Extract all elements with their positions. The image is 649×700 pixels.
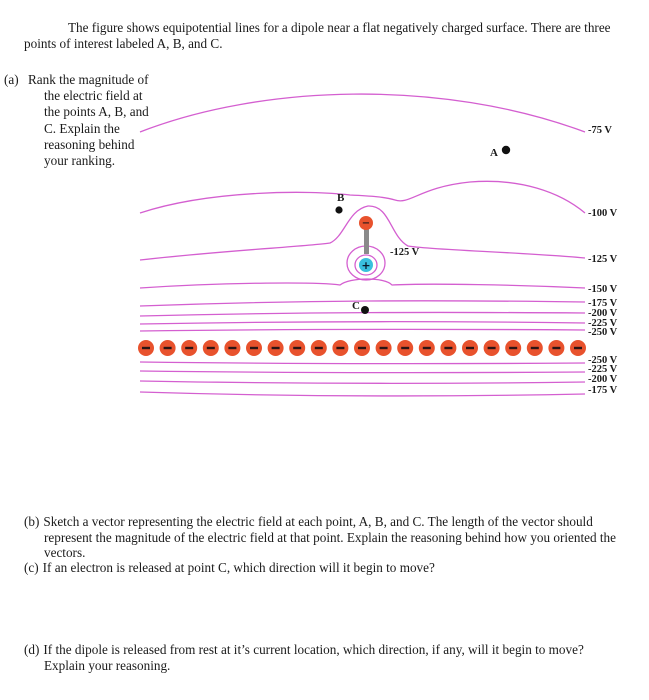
label-minus-200-below: -200 V [588,374,618,385]
surface-negative-sign [401,347,409,349]
label-minus-200: -200 V [588,308,618,319]
label-minus-225-below: -225 V [588,364,618,375]
dipole-negative-sign: − [361,218,371,229]
question-c-text: If an electron is released at point C, which direction will it begin to move? [42,560,435,575]
surface-negative-sign [293,347,301,349]
label-minus-125: -125 V [588,254,618,265]
label-minus-150: -150 V [588,284,618,295]
label-minus-175: -175 V [588,298,618,309]
question-b [24,514,624,561]
surface-negative-sign [552,347,560,349]
surface-negative-sign [336,347,344,349]
point-c-label: C [352,300,360,312]
question-a: (a) Rank the magnitude of the electric field at the points A, B, and C. Explain the reasoning behind your ranking. [4,72,149,169]
label-minus-250-below: -250 V [588,355,618,366]
problem-intro: The figure shows equipotential lines for a dipole near a flat negatively charged surface. There are three points of interest labeled A, B, and C. [24,20,611,51]
point-a-label: A [490,147,498,159]
surface-negative-sign [250,347,258,349]
equipotential-line-125 [140,206,585,260]
surface-negative-sign [164,347,172,349]
point-b-label: B [337,192,345,204]
question-c [24,560,624,576]
equipotential-line-225 [140,322,585,324]
label-dipole-125: -125 V [390,247,420,258]
point-b-dot [335,206,342,213]
equipotential-line-200-below [140,381,585,383]
question-b-label: (b) [24,514,40,529]
dipole-rod [364,228,369,254]
negative-charged-surface [138,340,586,356]
label-minus-175-below: -175 V [588,385,618,396]
point-c-dot [361,306,369,314]
equipotential-line-175 [140,301,585,306]
point-a-dot [502,146,510,154]
equipotential-line-225-below [140,371,585,373]
question-d-label: (d) [24,642,40,657]
surface-negative-sign [142,347,150,349]
equipotential-line-175-below [140,392,585,396]
surface-negative-sign [574,347,582,349]
surface-negative-sign [488,347,496,349]
label-minus-250: -250 V [588,327,618,338]
label-minus-225: -225 V [588,318,618,329]
question-a-text: Rank the magnitude of the electric field at the points A, B, and C. Explain the reasoning behind your ranking. [28,72,149,169]
question-b-text: Sketch a vector representing the electric field at each point, A, B, and C. The length of the vector should represent the magnitude of the electric field at that point. Explain the reasoning behind how you oriented the vectors. [43,514,617,560]
surface-negative-sign [207,347,215,349]
surface-negative-sign [272,347,280,349]
surface-negative-sign [358,347,366,349]
surface-negative-sign [466,347,474,349]
dipole [359,216,373,272]
surface-negative-sign [509,347,517,349]
question-d-text: If the dipole is released from rest at it’s current location, which direction, if any, will it begin to move? Explain your reasoning. [43,642,584,673]
question-d [24,642,624,673]
surface-negative-sign [228,347,236,349]
surface-negative-sign [444,347,452,349]
dipole-positive-sign: + [361,259,371,272]
equipotential-line-250-below [140,362,585,364]
surface-negative-sign [423,347,431,349]
label-minus-75: -75 V [588,125,613,136]
equipotential-line-250 [140,329,585,331]
equipotential-line-75 [140,94,585,132]
surface-negative-sign [185,347,193,349]
question-c-label: (c) [24,560,39,575]
surface-negative-sign [380,347,388,349]
label-minus-100: -100 V [588,208,618,219]
surface-negative-sign [531,347,539,349]
surface-negative-sign [315,347,323,349]
